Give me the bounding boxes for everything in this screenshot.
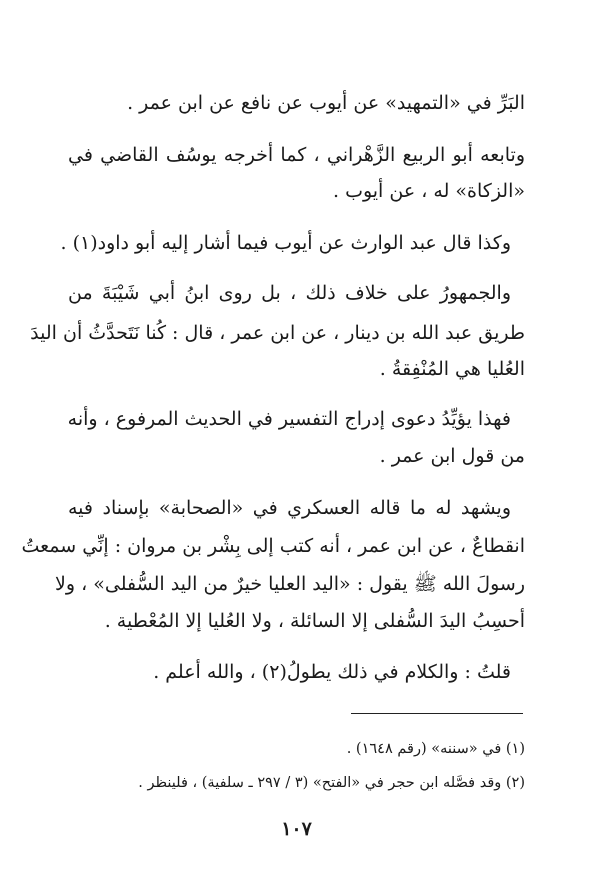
text-line-9: من قول ابن عمر . bbox=[379, 445, 525, 467]
text-line-1: البَرِّ في «التمهيد» عن أيوب عن نافع عن ابن عمر . bbox=[127, 92, 525, 114]
text-line-7: العُليا هي المُنْفِقةُ . bbox=[379, 358, 525, 380]
text-line-4: وكذا قال عبد الوارث عن أيوب فيما أشار إليه أبو داود(١) . bbox=[60, 232, 511, 254]
text-line-10: ويشهد له ما قاله العسكري في «الصحابة» بإسناد فيه bbox=[68, 497, 511, 519]
text-line-12: رسولَ الله ﷺ يقول : «اليد العليا خيرٌ من اليد السُّفلى» ، ولا bbox=[55, 573, 525, 595]
page-number: ١٠٧ bbox=[281, 818, 312, 840]
footnote-2: (٢) وقد فصَّله ابن حجر في «الفتح» (٣ / ٢٩٧ ـ سلفية) ، فلينظر . bbox=[138, 775, 525, 791]
text-line-3: «الزكاة» له ، عن أيوب . bbox=[332, 180, 525, 202]
text-line-6: طريق عبد الله بن دينار ، عن ابن عمر ، قال : كُنا نَتَحدَّثُ أن اليدَ bbox=[30, 322, 525, 344]
text-line-11: انقطاعٌ ، عن ابن عمر ، أنه كتب إلى بِشْر بن مروان : إنِّي سمعتُ bbox=[21, 535, 525, 557]
footnote-separator bbox=[351, 713, 523, 714]
footnote-1: (١) في «سننه» (رقم ١٦٤٨) . bbox=[346, 741, 525, 757]
text-line-8: فهذا يؤيِّدُ دعوى إدراج التفسير في الحديث المرفوع ، وأنه bbox=[67, 408, 511, 430]
text-line-2: وتابعه أبو الربيع الزَّهْراني ، كما أخرجه يوسُف القاضي في bbox=[68, 144, 525, 166]
text-line-14: قلتُ : والكلام في ذلك يطولُ(٢) ، والله أعلم . bbox=[153, 661, 511, 683]
text-line-13: أحسِبُ اليدَ السُّفلى إلا السائلة ، ولا العُليا إلا المُعْطية . bbox=[104, 610, 525, 632]
text-line-5: والجمهورُ على خلاف ذلك ، بل روى ابنُ أبي شَيْبَةَ من bbox=[68, 282, 511, 304]
